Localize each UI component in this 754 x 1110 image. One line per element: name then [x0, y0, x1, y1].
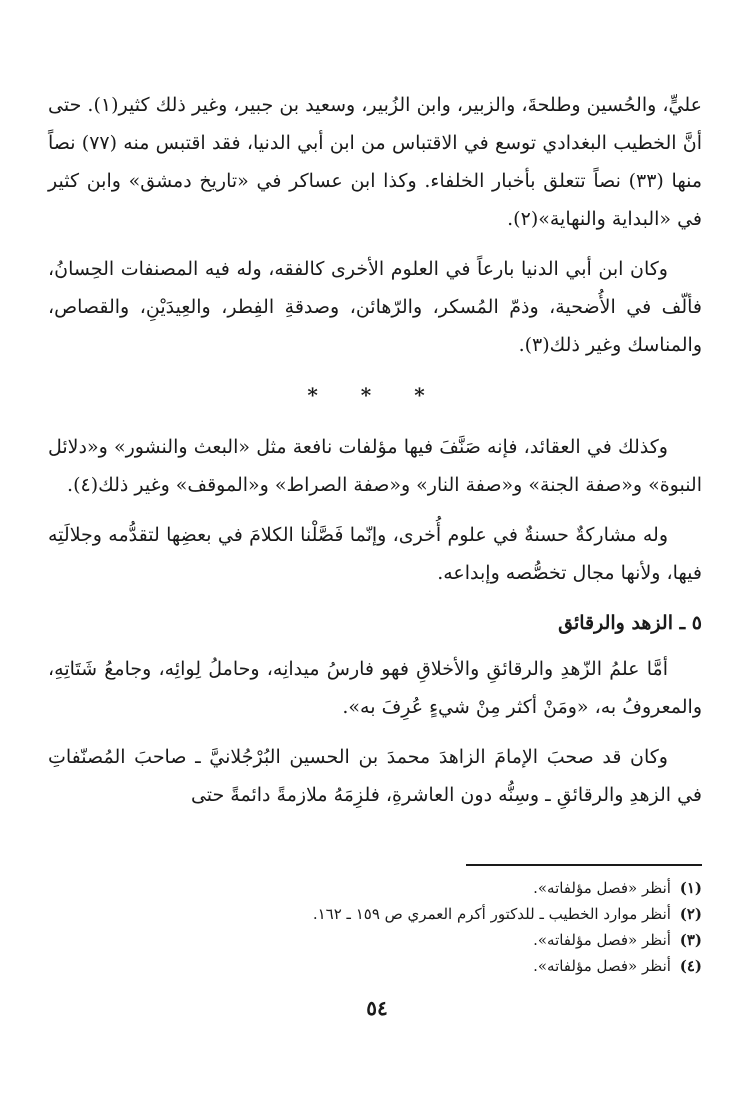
footnote-text: أنظر «فصل مؤلفاته».	[533, 931, 671, 949]
footnote-item	[48, 901, 702, 927]
footnote-text: أنظر «فصل مؤلفاته».	[533, 957, 671, 975]
footnote-item	[48, 927, 702, 953]
paragraph: عليٍّ، والحُسين وطلحةَ، والزبير، وابن الزُبير، وسعيد بن جبير، وغير ذلك كثير(١). حتى أنَّ الخطيب البغدادي توسع في الاقتباس من ابن أبي الدنيا، فقد اقتبس منه (٧٧) نصاً منها (٣٣) نصاً تتعلق بأخبار الخلفاء. وكذا ابن عساكر في «تاريخ دمشق» وابن كثير في «البداية والنهاية»(٢).	[48, 94, 702, 230]
paragraph: وكذلك في العقائد، فإنه صَنَّفَ فيها مؤلفات نافعة مثل «البعث والنشور» و«دلائل النبوة» و«صفة الجنة» و«صفة النار» و«صفة الصراط» و«الموقف» وغير ذلك(٤).	[48, 436, 702, 496]
paragraph: وكان قد صحبَ الإمامَ الزاهدَ محمدَ بن الحسين البُرْجُلانيَّ ـ صاحبَ المُصنّفاتِ في الزهدِ والرقائقِ ـ وسِنُّه دون العاشرةِ، فلزِمَهُ ملازمةً دائمةً حتى	[48, 746, 702, 806]
page-number: ٥٤	[366, 996, 388, 1020]
footnote-number: (٢)	[679, 905, 702, 923]
footnote-item	[48, 953, 702, 979]
paragraph: وكان ابن أبي الدنيا بارعاً في العلوم الأخرى كالفقه، وله فيه المصنفات الحِسانُ، فألّف في الأُضحية، وذمّ المُسكر، والرّهائن، وصدقةِ الفِطر، والعِيدَيْنِ، والقصاص، والمناسك وغير ذلك(٣).	[48, 258, 702, 356]
footnote-text: أنظر موارد الخطيب ـ للدكتور أكرم العمري ص ١٥٩ ـ ١٦٢.	[312, 905, 671, 923]
footnote-number: (٣)	[679, 931, 702, 949]
footnote-divider	[466, 864, 702, 866]
footnote-text: أنظر «فصل مؤلفاته».	[533, 879, 671, 897]
section-heading: ٥ ـ الزهد والرقائق	[558, 612, 702, 634]
footnote-number: (١)	[679, 879, 702, 897]
footnote-item	[48, 875, 702, 901]
footnote-number: (٤)	[679, 957, 702, 975]
footnotes	[48, 875, 702, 979]
main-text	[48, 86, 702, 826]
paragraph: أمَّا علمُ الزّهدِ والرقائقِ والأخلاقِ فهو فارسُ ميدانِه، وحاملُ لِوائِه، وجامعُ شَتَاتِهِ، والمعروفُ به، «ومَنْ أكثر مِنْ شيءٍ عُرِفَ به».	[48, 658, 702, 718]
section-separator: * * *	[307, 383, 443, 407]
paragraph: وله مشاركةٌ حسنةٌ في علوم أُخرى، وإنّما فَصَّلْنا الكلامَ في بعضِها لتقدُّمه وجلالَتِه فيها، ولأنها مجال تخصُّصه وإبداعه.	[48, 524, 702, 584]
